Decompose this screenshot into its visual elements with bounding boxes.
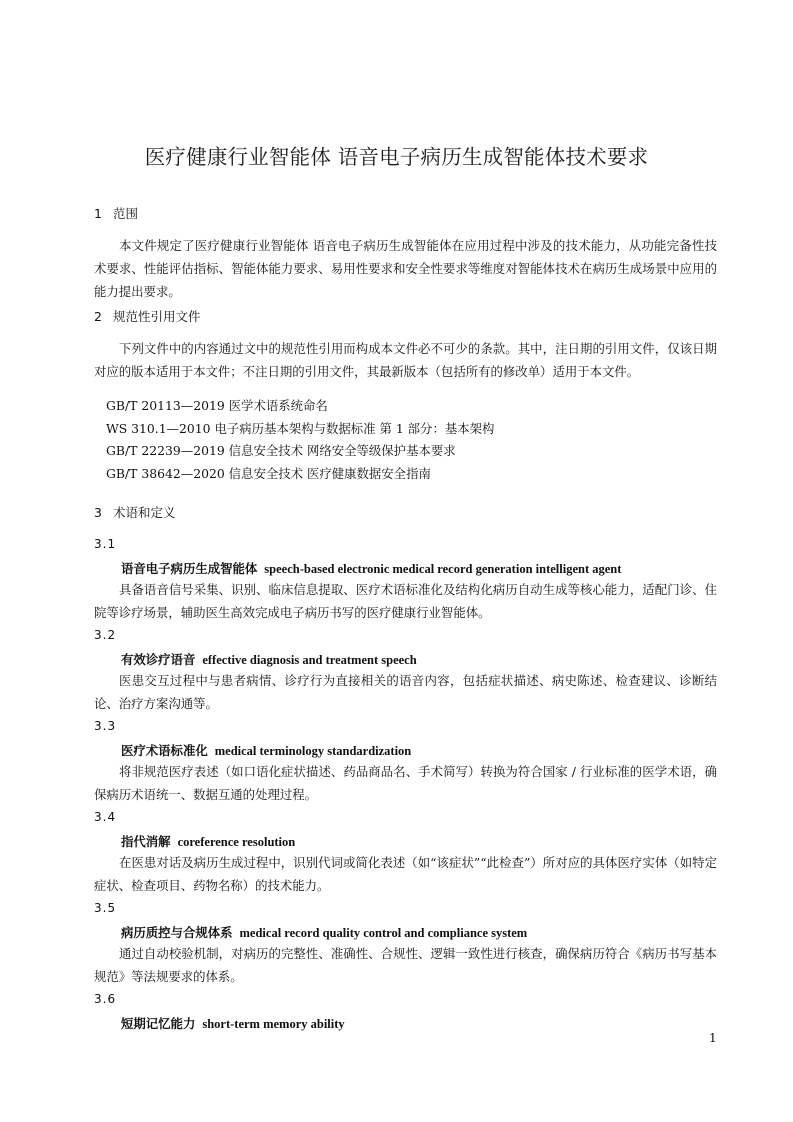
term-chinese: 短期记忆能力 (121, 1016, 196, 1031)
term-heading (121, 741, 411, 759)
term-definition: 将非规范医疗表述（如口语化症状描述、药品商品名、手术简写）转换为符合国家 / 行业标准的医学术语，确保病历术语统一、数据互通的处理过程。 (94, 764, 717, 802)
term-definition: 医患交互过程中与患者病情、诊疗行为直接相关的语音内容，包括症状描述、病史陈述、检查建议、诊断结论、治疗方案沟通等。 (94, 673, 717, 711)
term-definition: 通过自动校验机制，对病历的完整性、准确性、合规性、逻辑一致性进行核查，确保病历符合《病历书写基本规范》等法规要求的体系。 (94, 946, 717, 984)
reference-item: GB/T 38642—2020 信息安全技术 医疗健康数据安全指南 (106, 466, 431, 481)
section-number: 1 (94, 206, 102, 221)
term-english: medical terminology standardization (214, 744, 412, 758)
term-heading (121, 650, 417, 668)
term-number: 3.3 (94, 719, 117, 733)
term-number: 3.5 (94, 901, 117, 915)
term-heading (121, 923, 527, 941)
reference-item: GB/T 20113—2019 医学术语系统命名 (106, 398, 328, 413)
reference-item: WS 310.1—2010 电子病历基本架构与数据标准 第 1 部分：基本架构 (106, 421, 495, 436)
term-heading (121, 832, 295, 850)
term-english: medical record quality control and compliance system (239, 926, 528, 940)
term-chinese: 有效诊疗语音 (121, 652, 196, 667)
section-heading-scope (94, 204, 138, 222)
term-chinese: 病历质控与合规体系 (121, 925, 233, 940)
term-number: 3.2 (94, 628, 117, 642)
references-paragraph: 下列文件中的内容通过文中的规范性引用而构成本文件必不可少的条款。其中，注日期的引用文件，仅该日期对应的版本适用于本文件；不注日期的引用文件，其最新版本（包括所有的修改单）适用于本文件。 (94, 341, 717, 379)
term-number: 3.4 (94, 810, 117, 824)
term-english: short-term memory ability (202, 1017, 345, 1031)
term-english: coreference resolution (177, 835, 296, 849)
reference-item: GB/T 22239—2019 信息安全技术 网络安全等级保护基本要求 (106, 443, 456, 458)
term-number: 3.1 (94, 537, 117, 551)
section-number: 3 (94, 505, 102, 520)
term-heading (121, 1014, 345, 1032)
term-number: 3.6 (94, 992, 117, 1006)
section-heading-normative-references (94, 307, 201, 325)
section-title: 范围 (113, 206, 139, 221)
document-title: 医疗健康行业智能体 语音电子病历生成智能体技术要求 (144, 145, 649, 169)
section-heading-terms (94, 503, 176, 521)
section-title: 术语和定义 (113, 505, 176, 520)
page-number: 1 (709, 1031, 717, 1045)
term-definition: 具备语音信号采集、识别、临床信息提取、医疗术语标准化及结构化病历自动生成等核心能力，适配门诊、住院等诊疗场景，辅助医生高效完成电子病历书写的医疗健康行业智能体。 (94, 582, 717, 620)
term-chinese: 医疗术语标准化 (121, 743, 208, 758)
term-definition: 在医患对话及病历生成过程中，识别代词或简化表述（如“该症状”“此检查”）所对应的具体医疗实体（如特定症状、检查项目、药物名称）的技术能力。 (94, 855, 717, 893)
scope-paragraph: 本文件规定了医疗健康行业智能体 语音电子病历生成智能体在应用过程中涉及的技术能力，从功能完备性技术要求、性能评估指标、智能体能力要求、易用性要求和安全性要求等维度对智能体技术在病历生成场景中应用的能力提出要求。 (94, 238, 717, 299)
term-chinese: 指代消解 (121, 834, 171, 849)
term-chinese: 语音电子病历生成智能体 (121, 561, 258, 576)
term-heading (121, 559, 621, 577)
section-number: 2 (94, 309, 102, 324)
section-title: 规范性引用文件 (113, 309, 201, 324)
term-english: speech-based electronic medical record generation intelligent agent (264, 562, 622, 576)
term-english: effective diagnosis and treatment speech (202, 653, 417, 667)
